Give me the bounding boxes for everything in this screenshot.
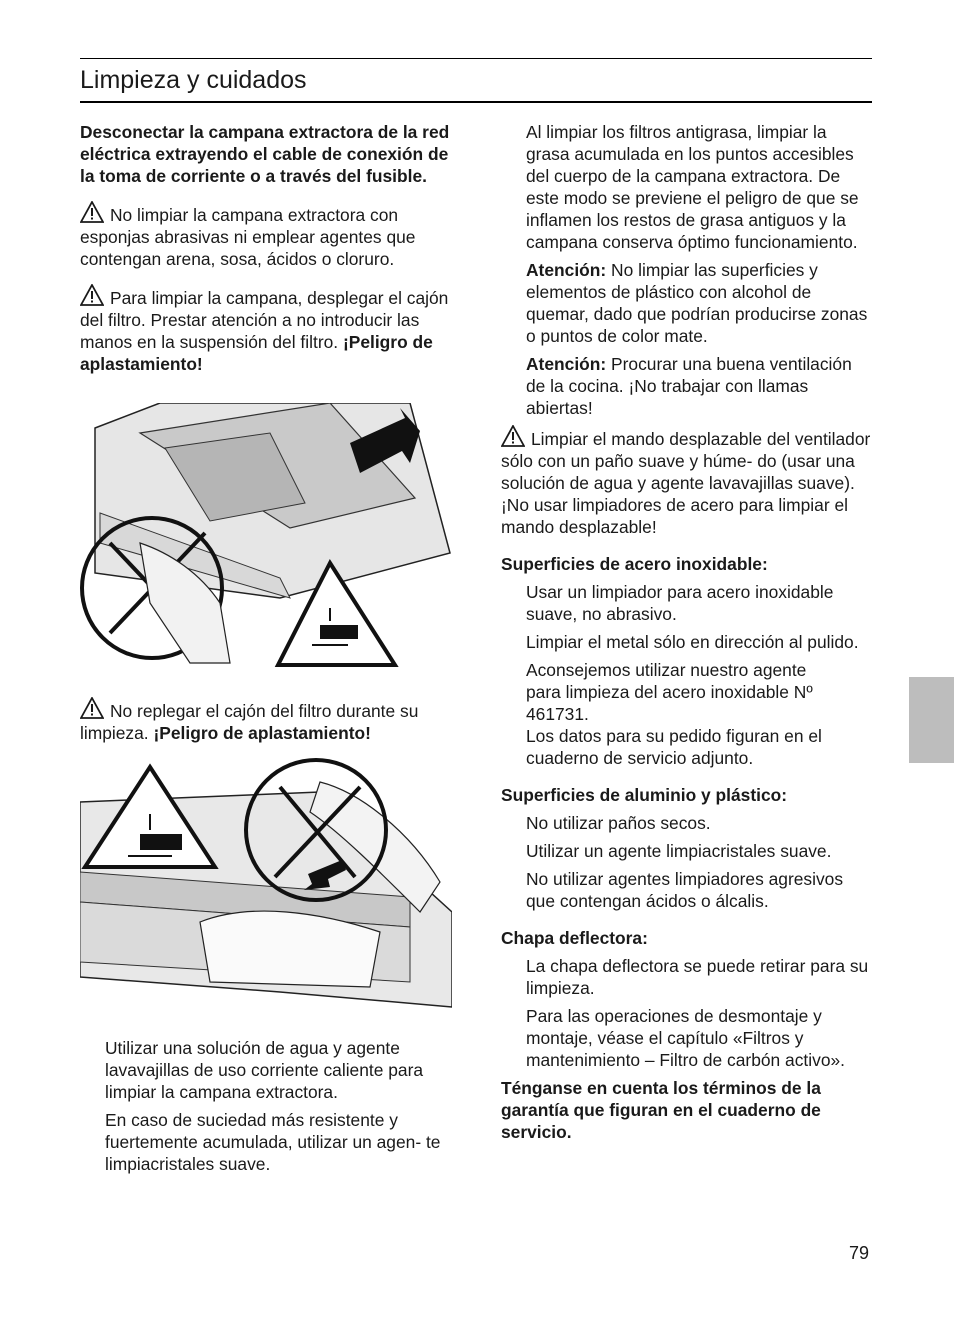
header-rule-bottom bbox=[80, 101, 872, 103]
attention-label-2: Atención: bbox=[526, 354, 607, 374]
page-number: 79 bbox=[849, 1243, 870, 1263]
warning-filter-drawer bbox=[80, 284, 452, 375]
left-column-top bbox=[80, 121, 452, 375]
stainless-item-3: Aconsejemos utilizar nuestro agente para limpieza del acero inoxidable Nº 461731. bbox=[526, 660, 813, 724]
attention-plastic-text: No limpiar las superficies y elementos de plástico con alcohol de quemar, dado que podrían producirse zonas o puntos de color mate. bbox=[526, 260, 868, 346]
heading-stainless: Superficies de acero inoxidable: bbox=[501, 554, 768, 574]
cleaning-solution-text: Utilizar una solución de agua y agente lavavajillas de uso corriente caliente para limpiar la campana extractora. bbox=[105, 1038, 424, 1102]
stainless-item-2: Limpiar el metal sólo en dirección al pulido. bbox=[526, 632, 859, 652]
warning-no-retract-text: No replegar el cajón del filtro durante su limpieza. bbox=[80, 701, 419, 743]
deflector-item-2: Para las operaciones de desmontaje y montaje, véase el capítulo «Filtros y mantenimiento – Filtro de carbón activo». bbox=[526, 1006, 845, 1070]
crush-danger: ¡Peligro de aplastamiento! bbox=[80, 332, 433, 374]
crush-danger-2: ¡Peligro de aplastamiento! bbox=[153, 723, 371, 743]
disconnect-instruction: Desconectar la campana extractora de la red eléctrica extrayendo el cable de conexión de la toma de corriente o a través del fusible. bbox=[80, 122, 450, 186]
warning-abrasive bbox=[80, 201, 452, 270]
heading-deflector: Chapa deflectora: bbox=[501, 928, 648, 948]
warning-icon bbox=[80, 201, 104, 223]
warning-slider bbox=[501, 425, 873, 494]
warning-icon bbox=[501, 425, 525, 447]
stainless-item-1: Usar un limpiador para acero inoxidable suave, no abrasivo. bbox=[526, 582, 834, 624]
warning-icon bbox=[80, 284, 104, 306]
illustration-clean-drawer bbox=[80, 752, 452, 1022]
header-rule-top bbox=[80, 58, 872, 59]
right-column bbox=[501, 121, 873, 1143]
attention-label: Atención: bbox=[526, 260, 607, 280]
heavy-dirt-text: En caso de suciedad más resistente y fuertemente acumulada, utilizar un agen- te limpiacristales suave. bbox=[105, 1110, 441, 1174]
section-tab-marker bbox=[909, 677, 954, 763]
aluminium-item-1: No utilizar paños secos. bbox=[526, 813, 711, 833]
warning-abrasive-text: No limpiar la campana extractora con esponjas abrasivas ni emplear agentes que contengan arena, sosa, ácidos o cloruro. bbox=[80, 205, 416, 269]
page-title: Limpieza y cuidados bbox=[80, 66, 307, 94]
aluminium-item-2: Utilizar un agente limpiacristales suave. bbox=[526, 841, 832, 861]
warning-no-retract bbox=[80, 697, 452, 744]
left-column-middle bbox=[80, 697, 452, 744]
warranty-note: Ténganse en cuenta los términos de la garantía que figuran en el cuaderno de servicio. bbox=[501, 1078, 821, 1142]
warning-icon bbox=[80, 697, 104, 719]
left-column-bottom bbox=[80, 1037, 452, 1175]
attention-ventilation-text: Procurar una buena ventilación de la cocina. ¡No trabajar con llamas abiertas! bbox=[526, 354, 852, 418]
heading-aluminium: Superficies de aluminio y plástico: bbox=[501, 785, 788, 805]
no-steel-cleaner-text: ¡No usar limpiadores de acero para limpiar el mando desplazable! bbox=[501, 495, 848, 537]
grease-filter-text: Al limpiar los filtros antigrasa, limpiar la grasa acumulada en los puntos accesibles del cuerpo de la campana extractora. De este modo se previene el peligro de que se inflamen los restos de grasa antiguos y la campana conserva óptimo funcionamiento. bbox=[526, 122, 859, 252]
stainless-order-info: Los datos para su pedido figuran en el cuaderno de servicio adjunto. bbox=[526, 726, 822, 768]
aluminium-item-3: No utilizar agentes limpiadores agresivos que contengan ácidos o álcalis. bbox=[526, 869, 844, 911]
warning-filter-drawer-text: Para limpiar la campana, desplegar el cajón del filtro. Prestar atención a no introducir las manos en la suspensión del filtro. bbox=[80, 288, 449, 352]
attention-ventilation bbox=[501, 353, 873, 419]
attention-plastic bbox=[501, 259, 873, 347]
warning-slider-text: Limpiar el mando desplazable del ventilador sólo con un paño suave y húme- do (usar una solución de agua y agente lavavajillas suave). bbox=[501, 429, 871, 493]
deflector-item-1: La chapa deflectora se puede retirar para su limpieza. bbox=[526, 956, 869, 998]
illustration-pull-filter-drawer bbox=[80, 403, 452, 668]
